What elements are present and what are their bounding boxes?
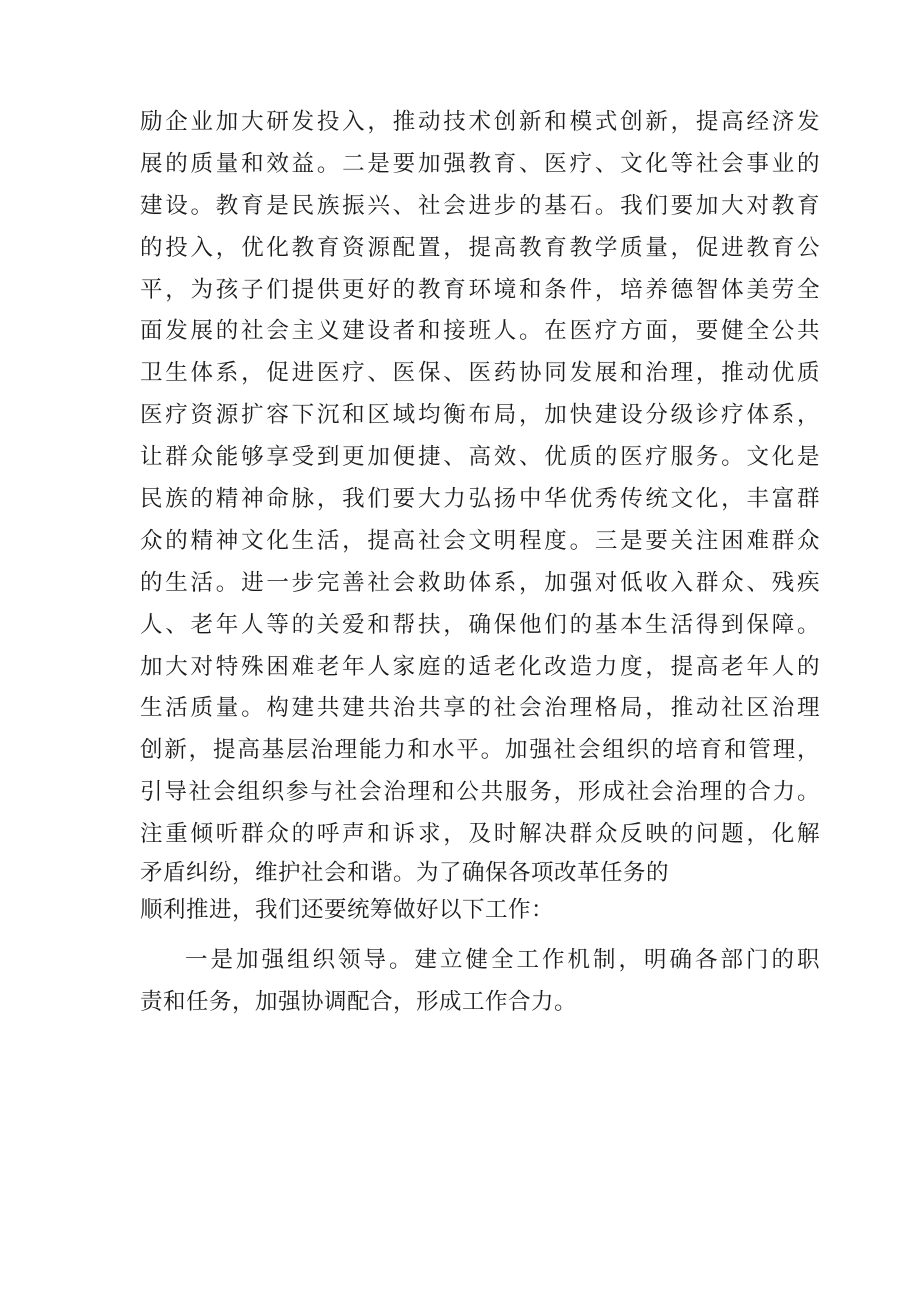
text-line: 的生活。进一步完善社会救助体系，加强对低收入群众、残疾 <box>140 569 820 596</box>
text-line: 的投入，优化教育资源配置，提高教育教学质量，促进教育公 <box>140 234 820 261</box>
text-line: 加大对特殊困难老年人家庭的适老化改造力度，提高老年人的 <box>140 653 820 680</box>
paragraph-gap <box>140 932 820 940</box>
text-line: 卫生体系，促进医疗、医保、医药协同发展和治理，推动优质 <box>140 360 820 387</box>
text-line: 引导社会组织参与社会治理和公共服务，形成社会治理的合力。 <box>140 779 820 806</box>
text-line: 建设。教育是民族振兴、社会进步的基石。我们要加大对教育 <box>140 192 820 219</box>
text-line: 人、老年人等的关爱和帮扶，确保他们的基本生活得到保障。 <box>140 611 820 638</box>
paragraph-first-line: 一是加强组织领导。建立健全工作机制，明确各部门的职 <box>185 946 820 973</box>
text-line: 注重倾听群众的呼声和诉求，及时解决群众反映的问题，化解 <box>140 821 820 848</box>
text-line: 平，为孩子们提供更好的教育环境和条件，培养德智体美劳全 <box>140 276 820 303</box>
text-line: 励企业加大研发投入，推动技术创新和模式创新，提高经济发 <box>140 109 820 135</box>
text-line: 创新，提高基层治理能力和水平。加强社会组织的培育和管理， <box>140 737 820 764</box>
text-line: 矛盾纠纷，维护社会和谐。为了确保各项改革任务的 <box>140 860 670 887</box>
text-line: 展的质量和效益。二是要加强教育、医疗、文化等社会事业的 <box>140 150 820 177</box>
paragraph-end-line: 顺利推进，我们还要统筹做好以下工作： <box>140 897 555 924</box>
text-line: 医疗资源扩容下沉和区域均衡布局，加快建设分级诊疗体系， <box>140 402 820 429</box>
text-line: 众的精神文化生活，提高社会文明程度。三是要关注困难群众 <box>140 527 820 554</box>
paragraph-end-line: 责和任务，加强协调配合，形成工作合力。 <box>140 988 578 1015</box>
text-line: 生活质量。构建共建共治共享的社会治理格局，推动社区治理 <box>140 695 820 722</box>
text-line: 让群众能够享受到更加便捷、高效、优质的医疗服务。文化是 <box>140 444 820 471</box>
document-body <box>140 102 820 1024</box>
text-line: 面发展的社会主义建设者和接班人。在医疗方面，要健全公共 <box>140 318 820 345</box>
text-line: 民族的精神命脉，我们要大力弘扬中华优秀传统文化，丰富群 <box>140 486 820 513</box>
